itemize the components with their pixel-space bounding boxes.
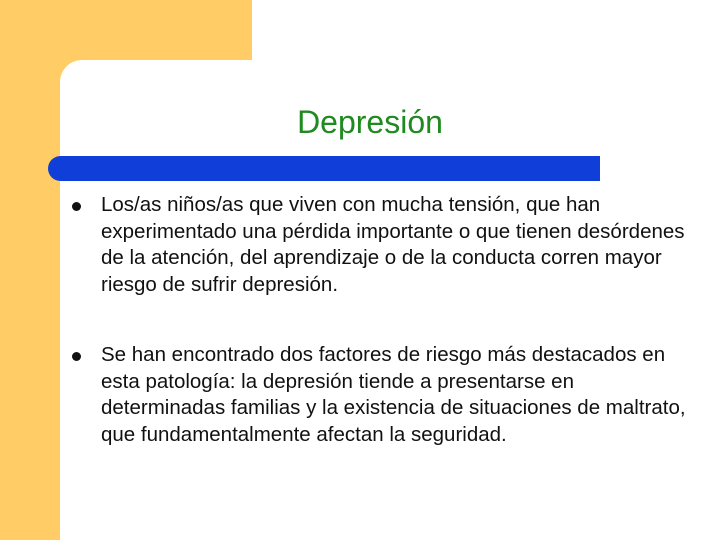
slide-title: Depresión	[297, 104, 443, 140]
title-underline-bar	[48, 156, 600, 181]
bullet-text: Los/as niños/as que viven con mucha tensión, que han experimentado una pérdida importante o que tienen desórdenes de la atención, del aprendizaje o de la conducta corren mayor riesgo de sufrir depresión.	[101, 193, 685, 296]
bullet-item	[72, 192, 697, 298]
bullet-list	[72, 192, 697, 492]
bullet-dot-icon	[72, 202, 81, 211]
bullet-text: Se han encontrado dos factores de riesgo más destacados en esta patología: la depresión tiende a presentarse en determinadas familias y la existencia de situaciones de maltrato, que fundamentalmente afectan la seguridad.	[101, 343, 686, 446]
bullet-item	[72, 342, 697, 448]
bullet-dot-icon	[72, 352, 81, 361]
